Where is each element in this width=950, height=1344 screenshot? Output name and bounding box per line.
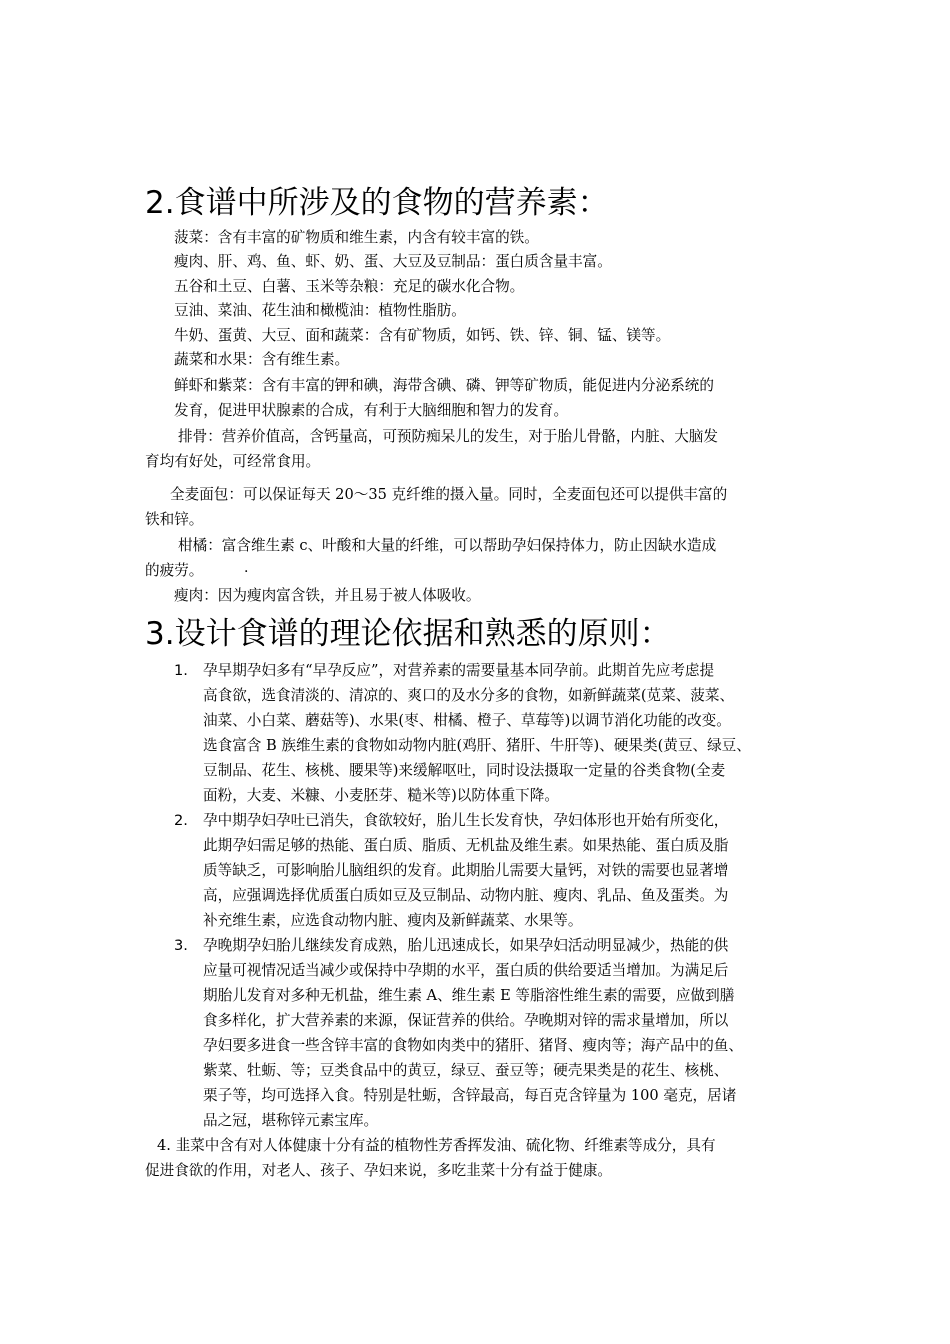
list-item-line: 豆制品、花生、核桃、腰果等)来缓解呕吐，同时设法摄取一定量的谷类食物(全麦 bbox=[203, 762, 726, 779]
nutrient-line: 育均有好处，可经常食用。 bbox=[145, 453, 321, 470]
nutrient-line: 瘦肉、肝、鸡、鱼、虾、奶、蛋、大豆及豆制品：蛋白质含量丰富。 bbox=[174, 253, 612, 270]
nutrient-line: 牛奶、蛋黄、大豆、面和蔬菜：含有矿物质，如钙、铁、锌、铜、锰、镁等。 bbox=[174, 327, 671, 344]
list-item-line: 选食富含 B 族维生素的食物如动物内脏(鸡肝、猪肝、牛肝等)、硬果类(黄豆、绿豆、 bbox=[203, 737, 751, 754]
list-item-line: 质等缺乏，可影响胎儿脑组织的发育。此期胎儿需要大量钙，对铁的需要也显著增 bbox=[203, 862, 729, 879]
section-3-heading: 3.设计食谱的理论依据和熟悉的原则： bbox=[145, 616, 671, 652]
list-item-line: 面粉，大麦、米糠、小麦胚芽、糙米等)以防体重下降。 bbox=[203, 787, 559, 804]
list-item-line: 油菜、小白菜、蘑菇等)、水果(枣、柑橘、橙子、草莓等)以调节消化功能的改变。 bbox=[203, 712, 731, 729]
nutrient-line: 柑橘：富含维生素 c、叶酸和大量的纤维，可以帮助孕妇保持体力，防止因缺水造成 bbox=[178, 537, 717, 554]
list-item-line: 高食欲，选食清淡的、清凉的、爽口的及水分多的食物，如新鲜蔬菜(苋菜、菠菜、 bbox=[203, 687, 735, 704]
nutrient-line: 五谷和土豆、白薯、玉米等杂粮：充足的碳水化合物。 bbox=[174, 278, 525, 295]
list-item-line: 食多样化，扩大营养素的来源，保证营养的供给。孕晚期对锌的需求量增加，所以 bbox=[203, 1012, 729, 1029]
list-item-line: 期胎儿发育对多种无机盐，维生素 A、维生素 E 等脂溶性维生素的需要，应做到膳 bbox=[203, 987, 735, 1004]
list-item-line: 孕中期孕妇孕吐已消失，食欲较好，胎儿生长发育快，孕妇体形也开始有所变化， bbox=[203, 812, 729, 829]
list-item-line: 高，应强调选择优质蛋白质如豆及豆制品、动物内脏、瘦肉、乳品、鱼及蛋类。为 bbox=[203, 887, 729, 904]
list-item-line: 孕晚期孕妇胎儿继续发育成熟，胎儿迅速成长，如果孕妇活动明显减少，热能的供 bbox=[203, 937, 729, 954]
list-item-line: 此期孕妇需足够的热能、蛋白质、脂质、无机盐及维生素。如果热能、蛋白质及脂 bbox=[203, 837, 729, 854]
list-item-line: 紫菜、牡蛎、等；豆类食品中的黄豆，绿豆、蚕豆等；硬壳果类是的花生、核桃、 bbox=[203, 1062, 729, 1079]
final-paragraph-line: 4. 韭菜中含有对人体健康十分有益的植物性芳香挥发油、硫化物、纤维素等成分，具有 bbox=[157, 1137, 716, 1154]
nutrient-line: 瘦肉：因为瘦肉富含铁，并且易于被人体吸收。 bbox=[174, 587, 481, 604]
nutrient-line: 铁和锌。 bbox=[145, 511, 204, 528]
nutrient-line: 的疲劳。 bbox=[145, 562, 204, 579]
list-item-line: 应量可视情况适当减少或保持中孕期的水平，蛋白质的供给要适当增加。为满足后 bbox=[203, 962, 729, 979]
list-item-line: 补充维生素，应选食动物内脏、瘦肉及新鲜蔬菜、水果等。 bbox=[203, 912, 583, 929]
nutrient-line: 全麦面包：可以保证每天 20～35 克纤维的摄入量。同时，全麦面包还可以提供丰富的 bbox=[170, 486, 728, 503]
list-item-line: 品之冠，堪称锌元素宝库。 bbox=[203, 1112, 379, 1129]
nutrient-line: 菠菜：含有丰富的矿物质和维生素，内含有较丰富的铁。 bbox=[174, 229, 539, 246]
final-paragraph-line: 促进食欲的作用，对老人、孩子、孕妇来说，多吃韭菜十分有益于健康。 bbox=[145, 1162, 613, 1179]
list-item-line: 孕早期孕妇多有“早孕反应”，对营养素的需要量基本同孕前。此期首先应考虑提 bbox=[203, 662, 715, 679]
nutrient-line: 鲜虾和紫菜：含有丰富的钾和碘，海带含碘、磷、钾等矿物质，能促进内分泌系统的 bbox=[174, 377, 714, 394]
section-2-heading: 2.食谱中所涉及的食物的营养素： bbox=[145, 185, 609, 221]
list-number: 2. bbox=[174, 812, 188, 829]
list-item-line: 孕妇要多进食一些含锌丰富的食物如肉类中的猪肝、猪肾、瘦肉等；海产品中的鱼、 bbox=[203, 1037, 743, 1054]
list-number: 3. bbox=[174, 937, 188, 954]
nutrient-line: 发育，促进甲状腺素的合成，有利于大脑细胞和智力的发育。 bbox=[174, 402, 569, 419]
stray-mark: · bbox=[244, 564, 249, 580]
nutrient-line: 蔬菜和水果：含有维生素。 bbox=[174, 351, 350, 368]
list-item-line: 栗子等，均可选择入食。特别是牡蛎，含锌最高，每百克含锌量为 100 毫克，居诸 bbox=[203, 1087, 737, 1104]
list-number: 1. bbox=[174, 662, 188, 679]
nutrient-line: 豆油、菜油、花生油和橄榄油：植物性脂肪。 bbox=[174, 302, 466, 319]
nutrient-line: 排骨：营养价值高，含钙量高，可预防痴呆儿的发生，对于胎儿骨骼，内脏、大脑发 bbox=[178, 428, 718, 445]
